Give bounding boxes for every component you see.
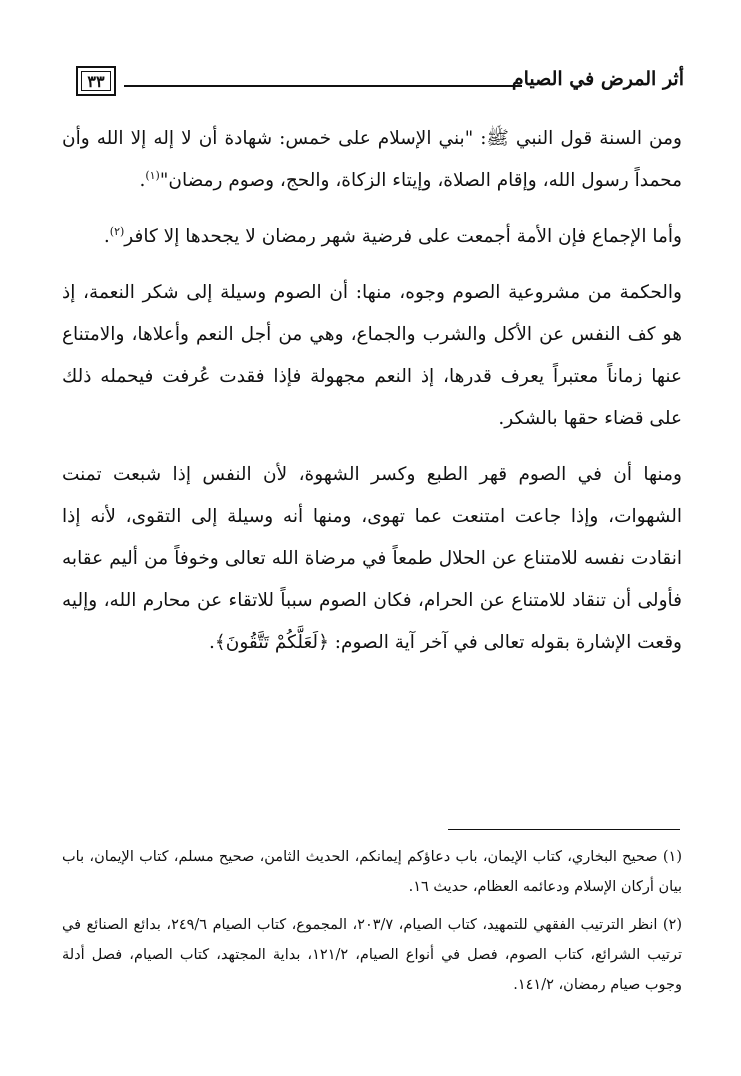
footnote-1: (١) صحيح البخاري، كتاب الإيمان، باب دعاؤكم إيمانكم، الحديث الثامن، صحيح مسلم، كتاب الإيمان، باب بيان أركان الإسلام ودعائمه العظام، حديث ١٦. — [62, 849, 682, 895]
body-text — [62, 118, 682, 664]
paragraph-ijma-end: . — [103, 226, 110, 247]
paragraph-taqwa — [62, 454, 682, 664]
running-header — [76, 66, 684, 100]
paragraph-sunnah — [62, 118, 682, 202]
footnote-separator — [448, 829, 680, 830]
paragraph-taqwa-text: ومنها أن في الصوم قهر الطبع وكسر الشهوة، لأن النفس إذا شبعت تمنت الشهوات، وإذا جاعت امتنعت عما تهوى، ومنها أنه وسيلة إلى التقوى، لأنه إذا انقادت نفسه للامتناع عن الحلال طمعاً في مرضاة الله تعالى وخوفاً من أليم عقابه فأولى أن تنقاد للامتناع عن الحرام، فكان الصوم سبباً للاتقاء عن محارم الله، وإليه وقعت الإشارة بقوله تعالى في آخر آية الصوم: — [62, 464, 682, 653]
page-number: ٣٣ — [76, 66, 116, 96]
footnote-ref-2: (٢) — [109, 224, 125, 238]
quran-verse: ﴿لَعَلَّكُمْ تَتَّقُونَ﴾. — [209, 632, 329, 653]
paragraph-ijma — [62, 216, 682, 258]
footnote-2: (٢) انظر الترتيب الفقهي للتمهيد، كتاب الصيام، ٢٠٣/٧، المجموع، كتاب الصيام ٢٤٩/٦، بدائع الصنائع في ترتيب الشرائع، كتاب الصوم، فصل في أنواع الصيام، ١٢١/٢، بداية المجتهد، كتاب الصيام، فصل أدلة وجوب صيام رمضان، ١٤١/٢. — [62, 917, 682, 993]
paragraph-wisdom: والحكمة من مشروعية الصوم وجوه، منها: أن الصوم وسيلة إلى شكر النعمة، إذ هو كف النفس عن الأكل والشرب والجماع، وهي من أجل النعم وأعلاها، والامتناع عنها زماناً معتبراً يعرف قدرها، إذ النعم مجهولة فإذا فقدت عُرفت فيحمله ذلك على قضاء حقها بالشكر. — [62, 282, 682, 429]
header-rule — [124, 85, 522, 87]
header-title: أثر المرض في الصيام — [511, 68, 684, 90]
paragraph-sunnah-end: . — [139, 170, 146, 191]
footnote-ref-1: (١) — [145, 168, 160, 182]
paragraph-ijma-text: وأما الإجماع فإن الأمة أجمعت على فرضية شهر رمضان لا يجحدها إلا كافر — [124, 226, 682, 247]
footnotes — [62, 842, 682, 1008]
paragraph-sunnah-text: ومن السنة قول النبي ﷺ: "بني الإسلام على خمس: شهادة أن لا إله إلا الله وأن محمداً رسول الله، وإقام الصلاة، وإيتاء الزكاة، والحج، وصوم رمضان" — [62, 128, 682, 191]
